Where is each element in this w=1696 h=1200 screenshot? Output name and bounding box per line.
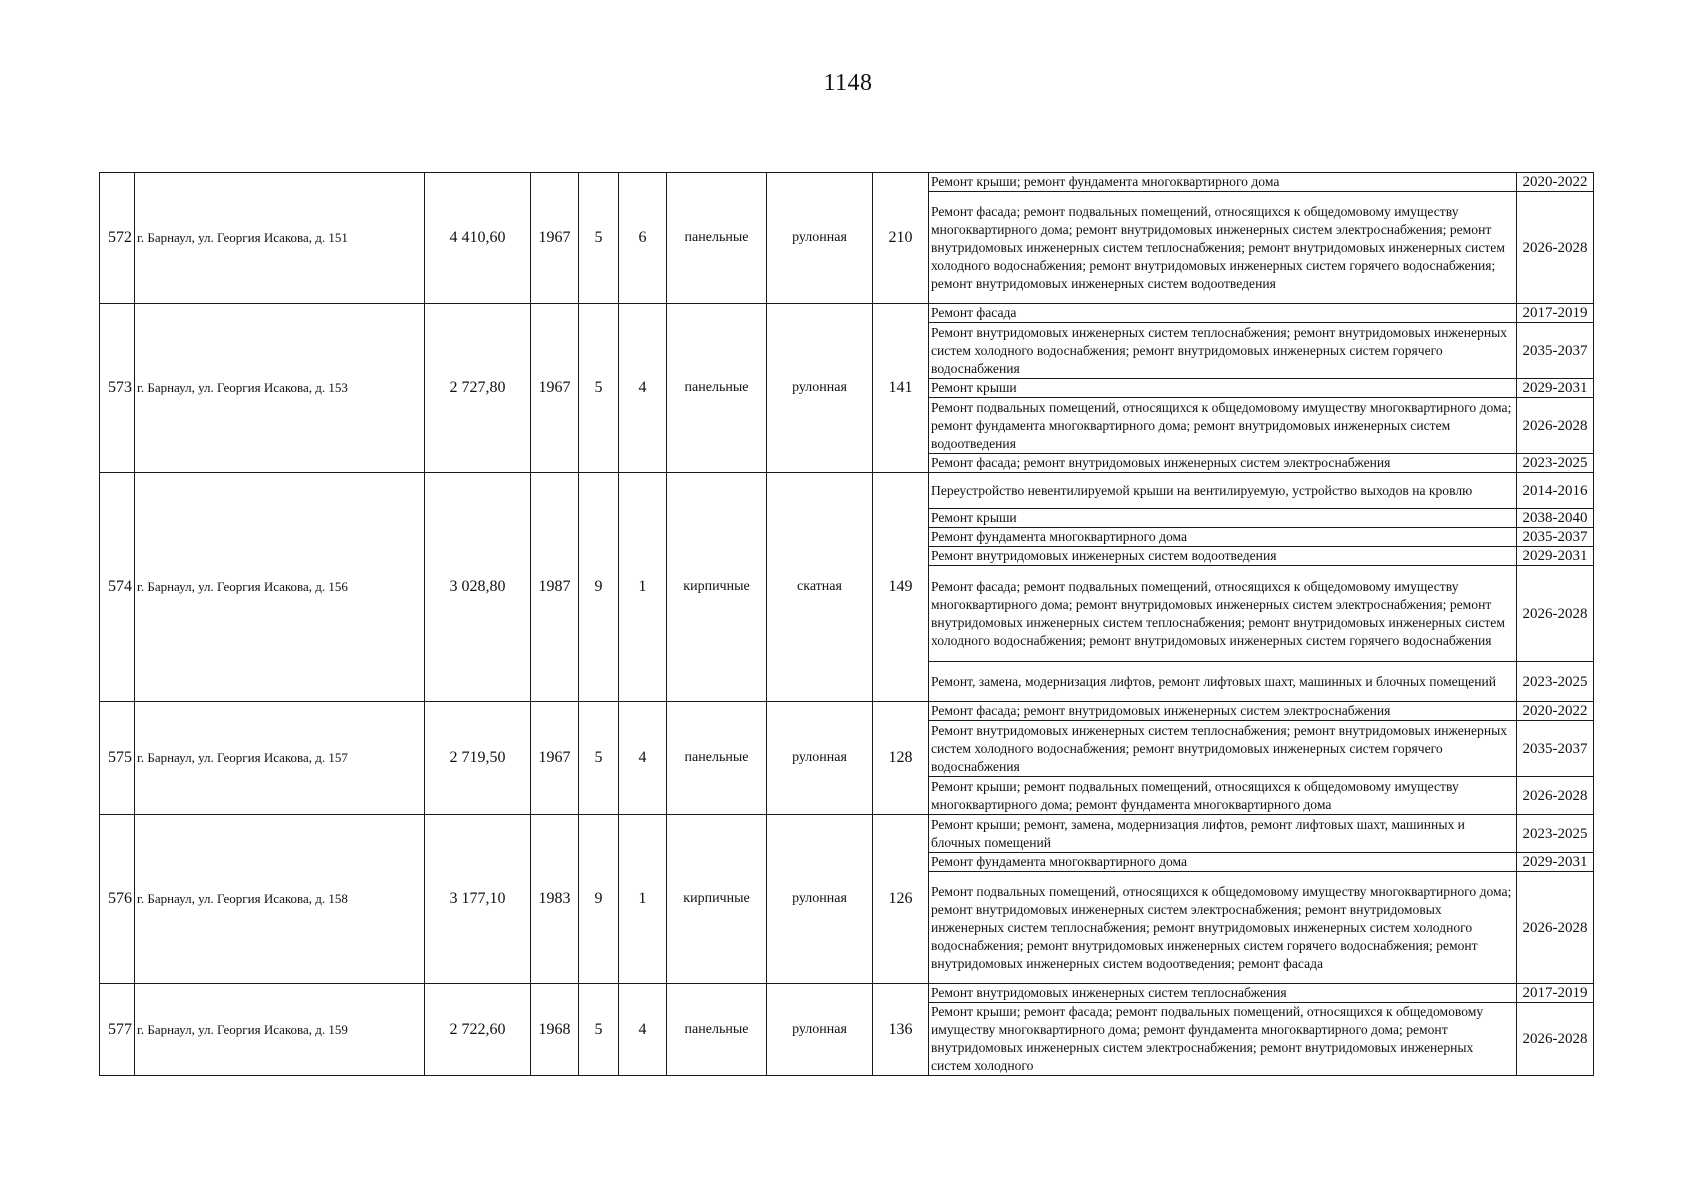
work-period-cell: 2014-2016 — [1517, 473, 1594, 509]
work-description-cell: Ремонт крыши — [929, 379, 1517, 398]
work-period-cell: 2026-2028 — [1517, 192, 1594, 304]
roof-type-cell: скатная — [767, 473, 873, 702]
work-description-cell: Ремонт фасада; ремонт внутридомовых инженерных систем электроснабжения — [929, 454, 1517, 473]
work-period-cell: 2035-2037 — [1517, 721, 1594, 777]
residents-cell: 141 — [873, 304, 929, 473]
work-period-cell: 2023-2025 — [1517, 662, 1594, 702]
work-description-cell: Ремонт внутридомовых инженерных систем теплоснабжения; ремонт внутридомовых инженерных систем холодного водоснабжения; ремонт внутридомовых инженерных систем горячего водоснабжения — [929, 323, 1517, 379]
work-description-cell: Ремонт крыши; ремонт фасада; ремонт подвальных помещений, относящихся к общедомовому имуществу многоквартирного дома; ремонт фундамента многоквартирного дома; ремонт внутридомовых инженерных систем электроснабжения; ремонт внутридомовых инженерных систем холодного — [929, 1003, 1517, 1076]
work-period-cell: 2035-2037 — [1517, 323, 1594, 379]
building-row — [100, 304, 1594, 323]
building-row — [100, 815, 1594, 853]
area-cell: 2 719,50 — [425, 702, 531, 815]
work-period-cell: 2020-2022 — [1517, 173, 1594, 192]
row-number: 576 — [100, 815, 135, 984]
address-cell: г. Барнаул, ул. Георгия Исакова, д. 158 — [135, 815, 425, 984]
wall-material-cell: панельные — [667, 984, 767, 1076]
work-period-cell: 2023-2025 — [1517, 815, 1594, 853]
work-period-cell: 2026-2028 — [1517, 398, 1594, 454]
entrances-cell: 1 — [619, 815, 667, 984]
roof-type-cell: рулонная — [767, 815, 873, 984]
work-description-cell: Ремонт внутридомовых инженерных систем теплоснабжения — [929, 984, 1517, 1003]
page-number: 1148 — [823, 70, 873, 96]
work-period-cell: 2026-2028 — [1517, 1003, 1594, 1076]
work-description-cell: Ремонт фасада; ремонт подвальных помещений, относящихся к общедомовому имуществу многоквартирного дома; ремонт внутридомовых инженерных систем электроснабжения; ремонт внутридомовых инженерных систем теплоснабжения; ремонт внутридомовых инженерных систем холодного водоснабжения; ремонт внутридомовых инженерных систем горячего водоснабжения — [929, 566, 1517, 662]
address-cell: г. Барнаул, ул. Георгия Исакова, д. 151 — [135, 173, 425, 304]
work-period-cell: 2038-2040 — [1517, 509, 1594, 528]
work-period-cell: 2029-2031 — [1517, 379, 1594, 398]
work-description-cell: Ремонт подвальных помещений, относящихся к общедомовому имуществу многоквартирного дома; ремонт фундамента многоквартирного дома; ремонт внутридомовых инженерных систем водоотведения — [929, 398, 1517, 454]
building-repair-table — [99, 172, 1594, 1076]
wall-material-cell: кирпичные — [667, 473, 767, 702]
work-description-cell: Ремонт крыши — [929, 509, 1517, 528]
work-description-cell: Ремонт фасада; ремонт подвальных помещений, относящихся к общедомовому имуществу многоквартирного дома; ремонт внутридомовых инженерных систем электроснабжения; ремонт внутридомовых инженерных систем теплоснабжения; ремонт внутридомовых инженерных систем холодного водоснабжения; ремонт внутридомовых инженерных систем горячего водоснабжения; ремонт внутридомовых инженерных систем водоотведения — [929, 192, 1517, 304]
roof-type-cell: рулонная — [767, 173, 873, 304]
work-period-cell: 2017-2019 — [1517, 984, 1594, 1003]
row-number: 577 — [100, 984, 135, 1076]
entrances-cell: 4 — [619, 984, 667, 1076]
wall-material-cell: панельные — [667, 702, 767, 815]
year-built-cell: 1983 — [531, 815, 579, 984]
year-built-cell: 1967 — [531, 304, 579, 473]
residents-cell: 149 — [873, 473, 929, 702]
work-period-cell: 2017-2019 — [1517, 304, 1594, 323]
area-cell: 3 028,80 — [425, 473, 531, 702]
work-period-cell: 2026-2028 — [1517, 777, 1594, 815]
floors-cell: 9 — [579, 473, 619, 702]
work-description-cell: Переустройство невентилируемой крыши на вентилируемую, устройство выходов на кровлю — [929, 473, 1517, 509]
work-description-cell: Ремонт фундамента многоквартирного дома — [929, 528, 1517, 547]
work-period-cell: 2026-2028 — [1517, 872, 1594, 984]
area-cell: 3 177,10 — [425, 815, 531, 984]
floors-cell: 9 — [579, 815, 619, 984]
work-description-cell: Ремонт крыши; ремонт подвальных помещений, относящихся к общедомовому имуществу многоквартирного дома; ремонт фундамента многоквартирного дома — [929, 777, 1517, 815]
roof-type-cell: рулонная — [767, 702, 873, 815]
floors-cell: 5 — [579, 173, 619, 304]
entrances-cell: 4 — [619, 304, 667, 473]
floors-cell: 5 — [579, 702, 619, 815]
work-description-cell: Ремонт фасада; ремонт внутридомовых инженерных систем электроснабжения — [929, 702, 1517, 721]
address-cell: г. Барнаул, ул. Георгия Исакова, д. 156 — [135, 473, 425, 702]
residents-cell: 128 — [873, 702, 929, 815]
work-description-cell: Ремонт, замена, модернизация лифтов, ремонт лифтовых шахт, машинных и блочных помещений — [929, 662, 1517, 702]
work-description-cell: Ремонт крыши; ремонт фундамента многоквартирного дома — [929, 173, 1517, 192]
residents-cell: 136 — [873, 984, 929, 1076]
work-description-cell: Ремонт фасада — [929, 304, 1517, 323]
wall-material-cell: панельные — [667, 304, 767, 473]
residents-cell: 126 — [873, 815, 929, 984]
address-cell: г. Барнаул, ул. Георгия Исакова, д. 157 — [135, 702, 425, 815]
floors-cell: 5 — [579, 984, 619, 1076]
year-built-cell: 1987 — [531, 473, 579, 702]
year-built-cell: 1967 — [531, 173, 579, 304]
work-description-cell: Ремонт внутридомовых инженерных систем теплоснабжения; ремонт внутридомовых инженерных систем холодного водоснабжения; ремонт внутридомовых инженерных систем горячего водоснабжения — [929, 721, 1517, 777]
work-period-cell: 2029-2031 — [1517, 547, 1594, 566]
entrances-cell: 1 — [619, 473, 667, 702]
wall-material-cell: кирпичные — [667, 815, 767, 984]
work-description-cell: Ремонт подвальных помещений, относящихся к общедомовому имуществу многоквартирного дома; ремонт внутридомовых инженерных систем электроснабжения; ремонт внутридомовых инженерных систем теплоснабжения; ремонт внутридомовых инженерных систем холодного водоснабжения; ремонт внутридомовых инженерных систем горячего водоснабжения; ремонт внутридомовых инженерных систем водоотведения; ремонт фасада — [929, 872, 1517, 984]
work-description-cell: Ремонт внутридомовых инженерных систем водоотведения — [929, 547, 1517, 566]
year-built-cell: 1968 — [531, 984, 579, 1076]
entrances-cell: 6 — [619, 173, 667, 304]
building-row — [100, 984, 1594, 1003]
area-cell: 4 410,60 — [425, 173, 531, 304]
work-description-cell: Ремонт крыши; ремонт, замена, модернизация лифтов, ремонт лифтовых шахт, машинных и блочных помещений — [929, 815, 1517, 853]
building-row — [100, 702, 1594, 721]
building-row — [100, 173, 1594, 192]
wall-material-cell: панельные — [667, 173, 767, 304]
row-number: 574 — [100, 473, 135, 702]
row-number: 575 — [100, 702, 135, 815]
work-period-cell: 2035-2037 — [1517, 528, 1594, 547]
address-cell: г. Барнаул, ул. Георгия Исакова, д. 159 — [135, 984, 425, 1076]
row-number: 572 — [100, 173, 135, 304]
year-built-cell: 1967 — [531, 702, 579, 815]
row-number: 573 — [100, 304, 135, 473]
area-cell: 2 727,80 — [425, 304, 531, 473]
roof-type-cell: рулонная — [767, 984, 873, 1076]
roof-type-cell: рулонная — [767, 304, 873, 473]
work-period-cell: 2029-2031 — [1517, 853, 1594, 872]
entrances-cell: 4 — [619, 702, 667, 815]
work-description-cell: Ремонт фундамента многоквартирного дома — [929, 853, 1517, 872]
registry-table-wrapper — [99, 172, 1593, 1076]
work-period-cell: 2026-2028 — [1517, 566, 1594, 662]
floors-cell: 5 — [579, 304, 619, 473]
residents-cell: 210 — [873, 173, 929, 304]
building-row — [100, 473, 1594, 509]
address-cell: г. Барнаул, ул. Георгия Исакова, д. 153 — [135, 304, 425, 473]
work-period-cell: 2020-2022 — [1517, 702, 1594, 721]
area-cell: 2 722,60 — [425, 984, 531, 1076]
work-period-cell: 2023-2025 — [1517, 454, 1594, 473]
